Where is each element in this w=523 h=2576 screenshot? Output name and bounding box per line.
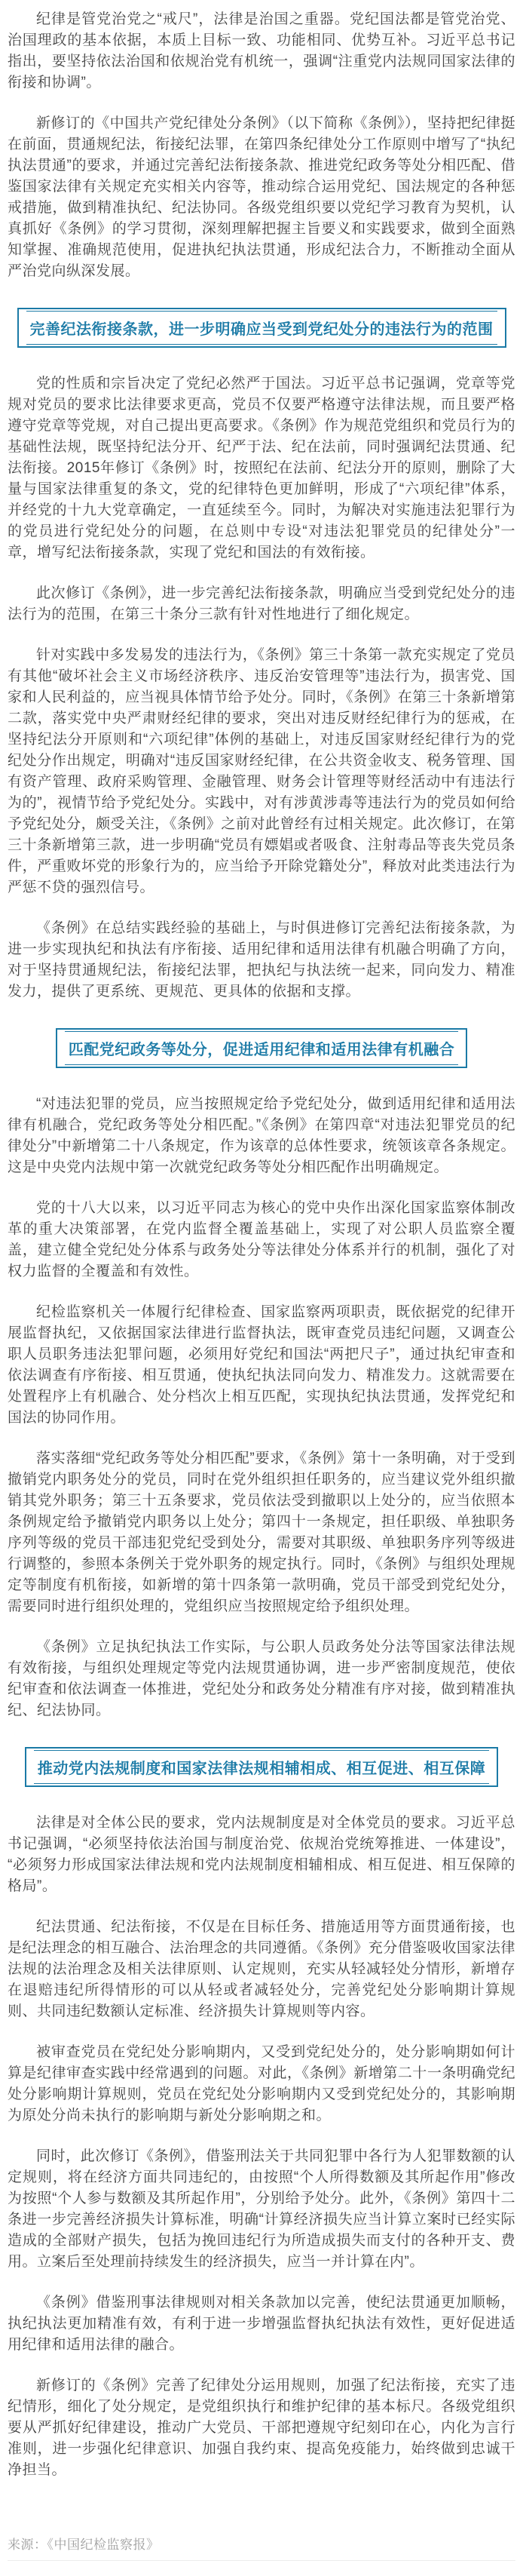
section-heading: 推动党内法规制度和国家法律法规相辅相成、相互促进、相互保障 (34, 1750, 490, 1784)
section-heading-row (8, 1028, 515, 1068)
section-heading: 匹配党纪政务等处分，促进适用纪律和适用法律有机融合 (65, 1031, 459, 1065)
paragraph: 同时，此次修订《条例》，借鉴刑法关于共同犯罪中各行为人犯罪数额的认定规则，将在经济方面共同违纪的，由按照“个人所得数额及其所起作用”修改为按照“个人参与数额及其所起作用”，分别给予处分。此外，《条例》第四十二条进一步完善经济损失计算标准，明确“计算经济损失应当计算立案时已经实际造成的全部财产损失，包括为挽回违纪行为所造成损失而支付的各种开支、费用。立案后至处理前持续发生的经济损失，应当一并计算在内”。 (8, 2148, 515, 2270)
section-heading-box (25, 1747, 499, 1787)
paragraph: 纪法贯通、纪法衔接，不仅是在目标任务、措施适用等方面贯通衔接，也是纪法理念的相互融合、法治理念的共同遵循。《条例》充分借鉴吸收国家法律法规的法治理念及相关法律原则、认定规则，充实从轻减轻处分情形，新增存在退赔违纪所得情形的可以从轻或者减轻处分，完善党纪处分影响期计算规则、共同违纪数额认定标准、经济损失计算规则等内容。 (8, 1919, 515, 2019)
paragraph: 《条例》在总结实践经验的基础上，与时俱进修订完善纪法衔接条款，为进一步实现执纪和执法有序衔接、适用纪律和适用法律有机融合明确了方向，对于坚持贯通规纪法，衔接纪法罪，把执纪与执法统一起来，同向发力、精准发力，提供了更系统、更规范、更具体的依据和支撑。 (8, 920, 515, 999)
paragraph: 落实落细“党纪政务等处分相匹配”要求，《条例》第十一条明确，对于受到撤销党内职务处分的党员，同时在党外组织担任职务的，应当建议党外组织撤销其党外职务；第三十五条要求，党员依法受到撤职以上处分的，应当依照本条例规定给予撤销党内职务以上处分；第四十一条规定，担任职级、单独职务序列等级的党员干部违犯党纪受到处分，需要对其职级、单独职务序列等级进行调整的，参照本条例关于党外职务的规定执行。同时，《条例》与组织处理规定等制度有机衔接，如新增的第十四条第一款明确，党员干部受到党纪处分，需要同时进行组织处理的，党组织应当按照规定给予组织处理。 (8, 1451, 515, 1614)
section-heading-box (56, 1028, 468, 1068)
section-heading: 完善纪法衔接条款，进一步明确应当受到党纪处分的违法行为的范围 (26, 311, 497, 345)
paragraph: 党的十八大以来，以习近平同志为核心的党中央作出深化国家监察体制改革的重大决策部署，在党内监督全覆盖基础上，实现了对公职人员监察全覆盖，建立健全党纪处分体系与政务处分等法律处分体系并行的机制，强化了对权力监督的全覆盖和有效性。 (8, 1200, 515, 1279)
paragraph: “对违法犯罪的党员，应当按照规定给予党纪处分，做到适用纪律和适用法律有机融合，党纪政务等处分相匹配。”《条例》在第四章“对违法犯罪党员的纪律处分”中新增第二十八条规定，作为该章的总体性要求，统领该章各条规定。这是中央党内法规中第一次就党纪政务等处分相匹配作出明确规定。 (8, 1096, 515, 1175)
paragraph: 纪检监察机关一体履行纪律检查、国家监察两项职责，既依据党的纪律开展监督执纪，又依据国家法律进行监督执法，既审查党员违纪问题，又调查公职人员职务违法犯罪问题，必须用好党纪和国法“两把尺子”，通过执纪审查和依法调查有序衔接、相互贯通，使执纪执法同向发力、精准发力。这就需要在处置程序上有机融合、处分档次上相互匹配，实现执纪执法贯通，发挥党纪和国法的协同作用。 (8, 1304, 515, 1426)
paragraph: 《条例》立足执纪执法工作实际，与公职人员政务处分法等国家法律法规有效衔接，与组织处理规定等党内法规贯通协调，进一步严密制度规范，使依纪审查和依法调查一体推进，党纪处分和政务处分精准有序对接，做到精准执纪、纪法协同。 (8, 1639, 515, 1718)
paragraph: 《条例》借鉴刑事法律规则对相关条款加以完善，使纪法贯通更加顺畅，执纪执法更加精准有效，有利于进一步增强监督执纪执法有效性，更好促进适用纪律和适用法律的融合。 (8, 2295, 515, 2353)
intro-paragraph: 纪律是管党治党之“戒尺”，法律是治国之重器。党纪国法都是管党治党、治国理政的基本依据，本质上目标一致、功能相同、优势互补。习近平总书记指出，要坚持依法治国和依规治党有机统一，强调“注重党内法规同国家法律的衔接和协调”。 (8, 11, 515, 91)
source-credit: 来源：《中国纪检监察报》 (8, 2534, 515, 2561)
paragraph: 法律是对全体公民的要求，党内法规制度是对全体党员的要求。习近平总书记强调，“必须坚持依法治国与制度治党、依规治党统筹推进、一体建设”，“必须努力形成国家法律法规和党内法规制度相辅相成、相互促进、相互保障的格局”。 (8, 1815, 515, 1894)
section-heading-row (8, 1747, 515, 1787)
paragraph: 此次修订《条例》，进一步完善纪法衔接条款，明确应当受到党纪处分的违法行为的范围，在第三十条分三款有针对性地进行了细化规定。 (8, 585, 515, 622)
paragraph: 被审查党员在党纪处分影响期内，又受到党纪处分的，处分影响期如何计算是纪律审查实践中经常遇到的问题。对此，《条例》新增第二十一条明确党纪处分影响期计算规则，党员在党纪处分影响期内又受到党纪处分的，其影响期为原处分尚未执行的影响期与新处分影响期之和。 (8, 2044, 515, 2123)
section-heading-box (17, 308, 506, 348)
paragraph: 针对实践中多发易发的违法行为，《条例》第三十条第一款充实规定了党员有其他“破坏社会主义市场经济秩序、违反治安管理等”违法行为，损害党、国家和人民利益的，应当视具体情节给予处分。同时，《条例》在第三十条新增第二款，落实党中央严肃财经纪律的要求，突出对违反财经纪律行为的惩戒，在坚持纪法分开原则和“六项纪律”体例的基础上，对违反国家财经纪律行为的党纪处分作出规定，明确对“违反国家财经纪律，在公共资金收支、税务管理、国有资产管理、政府采购管理、金融管理、财务会计管理等财经活动中有违法行为的”，视情节给予党纪处分。实践中，对有涉黄涉毒等违法行为的党员如何给予党纪处分，颇受关注，《条例》之前对此曾经有过相关规定。此次修订，在第三十条新增第三款，进一步明确“党员有嫖娼或者吸食、注射毒品等丧失党员条件，严重败坏党的形象行为的，应当给予开除党籍处分”，释放对此类违法行为严惩不贷的强烈信号。 (8, 647, 515, 895)
paragraph: 党的性质和宗旨决定了党纪必然严于国法。习近平总书记强调，党章等党规对党员的要求比法律要求更高，党员不仅要严格遵守法律法规，而且要严格遵守党章等党规，对自己提出更高要求。《条例》作为规范党组织和党员行为的基础性法规，既坚持纪法分开、纪严于法、纪在法前，同时强调纪法贯通、纪法衔接。2015年修订《条例》时，按照纪在法前、纪法分开的原则，删除了大量与国家法律重复的条文，党的纪律特色更加鲜明，形成了“六项纪律”体系，并经党的十九大党章确定，一直延续至今。同时，为解决对实施违法犯罪行为的党员进行党纪处分的问题，在总则中专设“对违法犯罪党员的纪律处分”一章，增写纪法衔接条款，实现了党纪和国法的有效衔接。 (8, 376, 515, 560)
intro-paragraph: 新修订的《中国共产党纪律处分条例》（以下简称《条例》），坚持把纪律挺在前面，贯通规纪法，衔接纪法罪，在第四条纪律处分工作原则中增写了“执纪执法贯通”的要求，并通过完善纪法衔接条款、推进党纪政务等处分相匹配、借鉴国家法律有关规定充实相关内容等，推动综合运用党纪、国法规定的各种惩戒措施，做到精准执纪、纪法协同。各级党组织要以党纪学习教育为契机，认真抓好《条例》的学习贯彻，深刻理解把握主旨要义和实践要求，做到全面熟知掌握、准确规范使用，促进执纪执法贯通，形成纪法合力，不断推动全面从严治党向纵深发展。 (8, 115, 515, 279)
section-heading-row (8, 308, 515, 348)
paragraph: 新修订的《条例》完善了纪律处分运用规则，加强了纪法衔接，充实了违纪情形，细化了处分规定，是党组织执行和维护纪律的基本标尺。各级党组织要从严抓好纪律建设，推动广大党员、干部把遵规守纪刻印在心，内化为言行准则，进一步强化纪律意识、加强自我约束、提高免疫能力，始终做到忠诚干净担当。 (8, 2378, 515, 2478)
